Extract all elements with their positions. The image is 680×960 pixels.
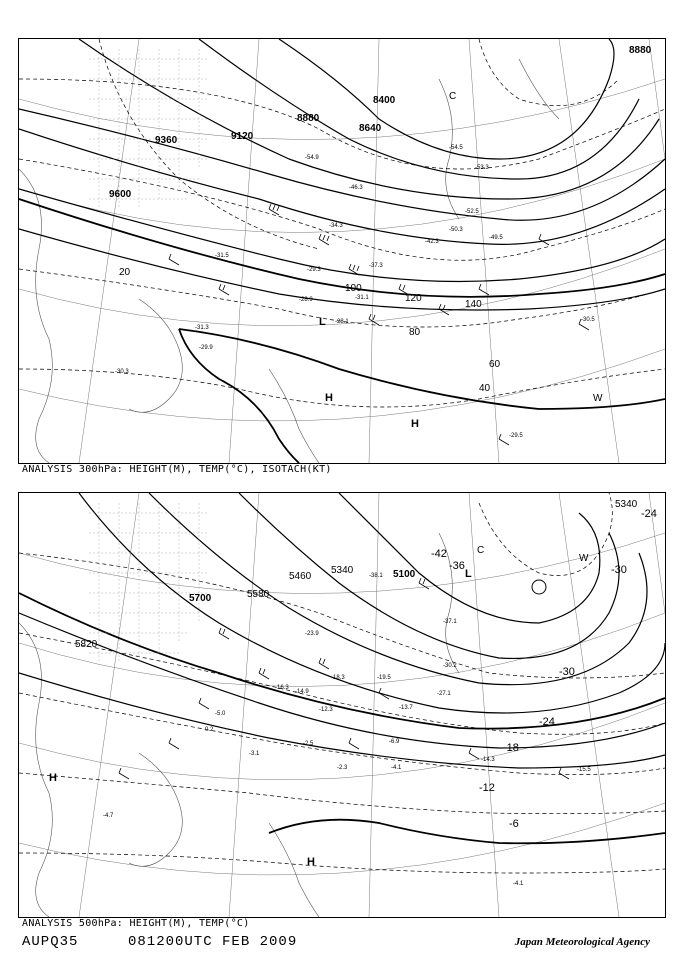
contour-label: 5700 bbox=[189, 593, 212, 604]
station-temp: -30.3 bbox=[115, 369, 129, 375]
hatch-overlay bbox=[89, 49, 209, 209]
station-temp: -15.5 bbox=[577, 767, 591, 773]
station-temp: -28.9 bbox=[299, 297, 313, 303]
station-temp: -2.5 bbox=[303, 741, 314, 747]
low-center: L bbox=[319, 316, 326, 328]
low-circle bbox=[532, 580, 546, 594]
station-temp: -30.5 bbox=[581, 317, 595, 323]
contour-label: 5460 bbox=[289, 571, 312, 582]
graticule bbox=[19, 493, 665, 917]
station-temp: -46.3 bbox=[349, 185, 363, 191]
jet-axis bbox=[19, 199, 665, 463]
station-temp: -5.0 bbox=[215, 711, 226, 717]
contour-label: 5580 bbox=[247, 589, 270, 600]
station-temp: -12.3 bbox=[319, 707, 333, 713]
contour-label: 8880 bbox=[629, 45, 652, 56]
station-temp: -54.5 bbox=[449, 145, 463, 151]
isotherm-label: -30 bbox=[559, 666, 575, 678]
station-temp: -30.2 bbox=[443, 663, 457, 669]
contour-label: 8640 bbox=[359, 123, 382, 134]
isotherm-label: -36 bbox=[449, 560, 465, 572]
isotach-label: 60 bbox=[489, 359, 501, 370]
station-temp: -38.1 bbox=[369, 573, 383, 579]
station-temp: -14.9 bbox=[295, 689, 309, 695]
isotherm-label: -24 bbox=[641, 508, 657, 520]
station-temp: -31.5 bbox=[215, 253, 229, 259]
station-temp: -18.3 bbox=[331, 675, 345, 681]
station-temp: 0.2 bbox=[205, 727, 214, 733]
cold-center: C bbox=[449, 91, 457, 102]
caption-300hpa: ANALYSIS 300hPa: HEIGHT(M), TEMP(°C), ISOTACH(KT) bbox=[22, 464, 332, 475]
station-temp: -29.5 bbox=[509, 433, 523, 439]
graticule bbox=[19, 39, 665, 463]
agency-name: Japan Meteorological Agency bbox=[514, 936, 650, 948]
station-temp: -52.5 bbox=[465, 209, 479, 215]
contour-label: 5340 bbox=[615, 499, 638, 510]
station-temp: -19.5 bbox=[377, 675, 391, 681]
station-temp: -27.1 bbox=[437, 691, 451, 697]
height-labels bbox=[109, 45, 652, 200]
station-temp: -53.3 bbox=[475, 165, 489, 171]
station-temp: -6.9 bbox=[389, 739, 400, 745]
high-center: H bbox=[325, 392, 333, 404]
map-panel-300hpa bbox=[18, 38, 666, 464]
isotherm-label: -6 bbox=[509, 818, 519, 830]
station-temp: -16.3 bbox=[275, 685, 289, 691]
contour-label: 9600 bbox=[109, 189, 132, 200]
station-temp: -37.1 bbox=[443, 619, 457, 625]
valid-time: 081200UTC FEB 2009 bbox=[128, 934, 298, 950]
isotach-label: 120 bbox=[405, 293, 422, 304]
warm-center: W bbox=[593, 393, 603, 404]
station-temp: -14.3 bbox=[481, 757, 495, 763]
coastline bbox=[19, 533, 459, 917]
station-temp: -50.3 bbox=[449, 227, 463, 233]
map-panel-500hpa bbox=[18, 492, 666, 918]
low-center: L bbox=[465, 568, 472, 580]
high-center: H bbox=[307, 856, 315, 868]
caption-500hpa: ANALYSIS 500hPa: HEIGHT(M), TEMP(°C) bbox=[22, 918, 250, 929]
station-temp: -4.7 bbox=[103, 813, 114, 819]
station-temp: -3.1 bbox=[249, 751, 260, 757]
cold-center: C bbox=[477, 545, 485, 556]
station-temp: -2.3 bbox=[337, 765, 348, 771]
contour-label: 9360 bbox=[155, 135, 178, 146]
main-contours bbox=[19, 593, 665, 843]
isotach-label: 80 bbox=[409, 327, 421, 338]
isotherm-label: -30 bbox=[611, 564, 627, 576]
isotherm-label: -42 bbox=[431, 548, 447, 560]
isotach-label: 100 bbox=[345, 283, 362, 294]
contour-label: 8400 bbox=[373, 95, 396, 106]
station-temp: -42.3 bbox=[425, 239, 439, 245]
station-temp: -29.3 bbox=[307, 267, 321, 273]
isotach-label: 20 bbox=[119, 267, 131, 278]
station-temp: -37.3 bbox=[369, 263, 383, 269]
station-temp: -4.1 bbox=[513, 881, 524, 887]
station-temp: -23.9 bbox=[305, 631, 319, 637]
isotherm-labels bbox=[431, 508, 657, 830]
height-contours bbox=[19, 493, 665, 768]
station-temp: -34.3 bbox=[329, 223, 343, 229]
isotach-label: 140 bbox=[465, 299, 482, 310]
station-temp: -54.9 bbox=[305, 155, 319, 161]
station-temp: -31.1 bbox=[355, 295, 369, 301]
map-300hpa-svg bbox=[19, 39, 665, 463]
station-temp: -31.3 bbox=[195, 325, 209, 331]
isotach-label: 40 bbox=[479, 383, 491, 394]
contour-label: 8880 bbox=[297, 113, 320, 124]
contour-label: 5100 bbox=[393, 569, 416, 580]
pressure-centers bbox=[319, 91, 603, 430]
high-center: H bbox=[411, 418, 419, 430]
height-contours bbox=[19, 39, 665, 310]
station-temps bbox=[103, 573, 591, 887]
isotherm-label: -18 bbox=[503, 742, 519, 754]
chart-code: AUPQ35 bbox=[22, 934, 79, 950]
high-center: H bbox=[49, 772, 57, 784]
station-temp: -13.7 bbox=[399, 705, 413, 711]
contour-label: 5820 bbox=[75, 639, 98, 650]
contour-label: 9120 bbox=[231, 131, 254, 142]
contour-label: 5340 bbox=[331, 565, 354, 576]
isotach-labels bbox=[119, 267, 501, 394]
station-temp: -28.1 bbox=[335, 319, 349, 325]
warm-center: W bbox=[579, 553, 589, 564]
isotherm-label: -12 bbox=[479, 782, 495, 794]
station-temp: -29.9 bbox=[199, 345, 213, 351]
station-temp: -4.1 bbox=[391, 765, 402, 771]
isotherms bbox=[19, 493, 665, 873]
isotherm-label: -24 bbox=[539, 716, 555, 728]
map-500hpa-svg bbox=[19, 493, 665, 917]
station-temp: -49.5 bbox=[489, 235, 503, 241]
